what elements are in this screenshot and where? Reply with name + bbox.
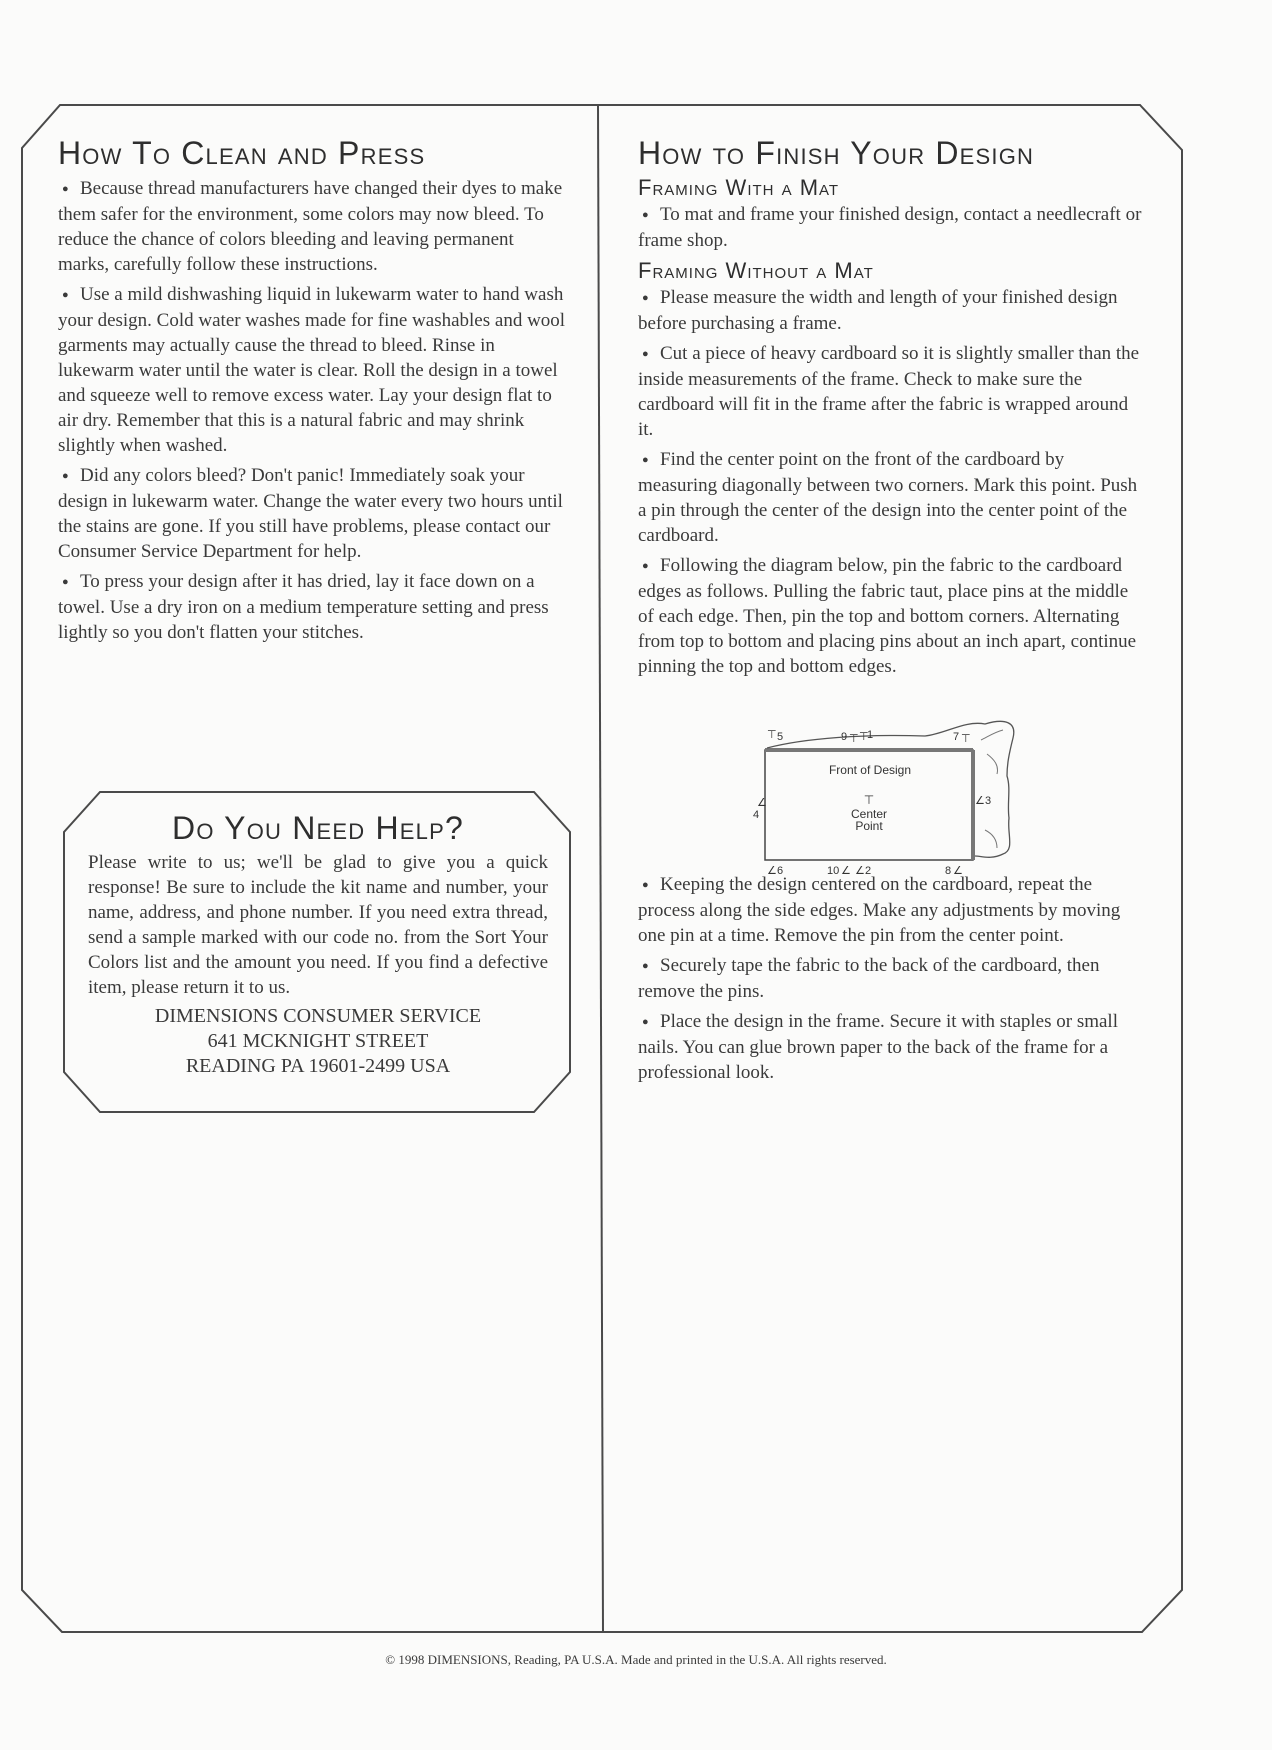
pin-5: ⊤: [767, 729, 777, 741]
with-mat-item-1: ●To mat and frame your finished design, contact a needlecraft or frame shop.: [638, 202, 1148, 253]
address-line-3: READING PA 19601-2499 USA: [185, 1055, 451, 1077]
column-divider: [598, 105, 603, 1632]
bullet-icon: [638, 341, 660, 367]
bullet-icon: [638, 553, 660, 579]
bullet-icon: [58, 282, 80, 308]
pin-2: ∠: [855, 865, 865, 874]
pin-label-4: 4: [753, 809, 760, 821]
without-mat-item-3: ●Find the center point on the front of the cardboard by measuring diagonally between two corners. Mark this point. Push a pin through the center of the design into the center point of the cardboard.: [638, 447, 1148, 548]
bullet-icon: [638, 953, 660, 979]
center-label-2: Point: [855, 819, 883, 833]
pin-label-7: 7: [953, 731, 960, 743]
after-item-2: ●Securely tape the fabric to the back of the cardboard, then remove the pins.: [638, 953, 1148, 1004]
without-mat-item-4: ●Following the diagram below, pin the fabric to the cardboard edges as follows. Pulling the fabric taut, place pins at the middle of each edge. Then, pin the top and bottom corners. Alternating from top to bottom and placing pins about an inch apart, continue pinning the top and bottom edges.: [638, 553, 1148, 679]
bullet-icon: [638, 447, 660, 473]
pin-8: ∠: [953, 865, 963, 874]
without-mat-item-1: ●Please measure the width and length of your finished design before purchasing a frame.: [638, 285, 1148, 336]
front-of-design-label: Front of Design: [828, 763, 912, 777]
after-item-3: ●Place the design in the frame. Secure it with staples or small nails. You can glue brown paper to the back of the frame for a professional look.: [638, 1009, 1148, 1085]
framing-without-mat-heading: Framing Without a Mat: [638, 258, 874, 283]
bullet-icon: [638, 872, 660, 898]
help-title: Do You Need Help?: [172, 810, 464, 846]
center-label-1: Center: [850, 807, 888, 821]
copyright-footer: © 1998 DIMENSIONS, Reading, PA U.S.A. Made and printed in the U.S.A. All rights reserved.: [385, 1652, 887, 1667]
fabric-outline: [767, 721, 1014, 857]
pin-label-6: 6: [777, 865, 784, 874]
pin-7: ⊤: [961, 733, 971, 745]
address-line-1: DIMENSIONS CONSUMER SERVICE: [154, 1005, 482, 1027]
pin-10: ∠: [841, 865, 851, 874]
finish-design-section: [638, 130, 1148, 1090]
help-body: Please write to us; we'll be glad to give you a quick response! Be sure to include the kit name and number, your name, address, and phone number. If you need extra thread, send a sample marked with our code no. from the Sort Your Colors list and the amount you need. If you find a defective item, please return it to us.: [88, 852, 548, 998]
clean-item-4: ●To press your design after it has dried, lay it face down on a towel. Use a dry iron on a medium temperature setting and press lightly so you don't flatten your stitches.: [58, 569, 566, 645]
pin-4: ∠: [757, 797, 767, 809]
bullet-icon: [638, 202, 660, 228]
pin-label-8: 8: [945, 865, 952, 874]
clean-item-1: ●Because thread manufacturers have changed their dyes to make them safer for the environment, some colors may now bleed. To reduce the chance of colors bleeding and leaving permanent marks, carefully follow these instructions.: [58, 176, 566, 277]
pin-label-9: 9: [841, 731, 848, 743]
clean-press-section: [58, 130, 566, 650]
pin-3: ∠: [975, 795, 985, 807]
pinning-diagram: [745, 714, 1025, 874]
after-item-1: ●Keeping the design centered on the cardboard, repeat the process along the side edges. Make any adjustments by moving one pin at a time. Remove the pin from the center point.: [638, 872, 1148, 948]
clean-item-3: ●Did any colors bleed? Don't panic! Immediately soak your design in lukewarm water. Change the water every two hours until the stains are gone. If you still have problems, please contact our Consumer Service Department for help.: [58, 463, 566, 564]
pin-label-2: 2: [865, 865, 872, 874]
bullet-icon: [58, 463, 80, 489]
finish-design-title: How to Finish Your Design: [638, 135, 1035, 171]
framing-with-mat-heading: Framing With a Mat: [638, 175, 840, 200]
clean-press-title: How To Clean and Press: [58, 135, 426, 171]
bullet-icon: [58, 176, 80, 202]
without-mat-item-2: ●Cut a piece of heavy cardboard so it is slightly smaller than the inside measurements of the frame. Check to make sure the cardboard will fit in the frame after the fabric is wrapped around it.: [638, 341, 1148, 442]
pin-label-10: 10: [827, 865, 840, 874]
consumer-service-address: [88, 1004, 548, 1079]
pin-9: ⊤: [849, 733, 859, 745]
clean-item-2: ●Use a mild dishwashing liquid in lukewarm water to hand wash your design. Cold water washes made for fine washables and wool garments may actually cause the thread to bleed. Rinse in lukewarm water until the water is clear. Roll the design in a towel and squeeze well to remove excess water. Lay your design flat to air dry. Remember that this is a natural fabric and may shrink slightly when washed.: [58, 282, 566, 458]
help-box: [63, 792, 571, 1112]
center-pin-icon: ⊤: [863, 793, 875, 807]
bullet-icon: [638, 1009, 660, 1035]
address-line-2: 641 MCKNIGHT STREET: [207, 1030, 429, 1052]
pin-1: ⊤: [859, 731, 869, 743]
bullet-icon: [58, 569, 80, 595]
pin-label-1: 1: [867, 729, 874, 741]
pin-6: ∠: [767, 865, 777, 874]
pin-label-5: 5: [777, 731, 784, 743]
pin-label-3: 3: [985, 795, 992, 807]
bullet-icon: [638, 285, 660, 311]
